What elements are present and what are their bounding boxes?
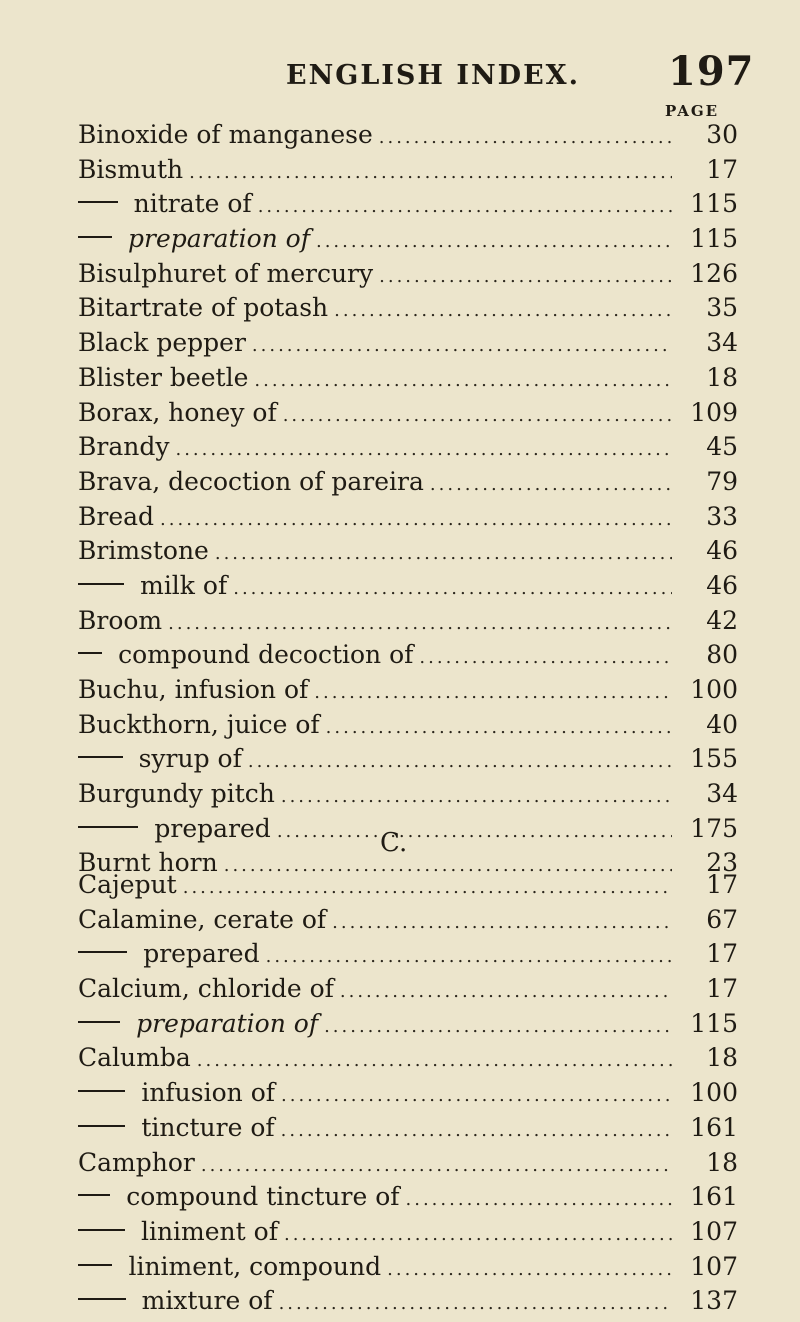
- dot-leader: [233, 572, 672, 607]
- index-entry: [78, 430, 738, 465]
- dot-leader: [254, 364, 672, 399]
- entry-page: 67: [706, 904, 738, 934]
- entry-term: Brandy: [78, 432, 170, 462]
- entry-page: 107: [690, 1251, 738, 1281]
- entry-term: Bread: [78, 501, 155, 531]
- page-column-label: PAGE: [665, 102, 720, 120]
- entry-term: liniment of: [140, 1216, 278, 1246]
- index-list-c: [78, 868, 738, 1319]
- entry-page: 115: [690, 224, 738, 254]
- index-entry: [78, 1146, 738, 1181]
- dot-leader: [183, 871, 672, 906]
- index-list-b: [78, 118, 738, 881]
- index-entry: [78, 1215, 738, 1250]
- entry-page: 175: [690, 813, 738, 843]
- entry-term: prepared: [154, 813, 271, 843]
- entry-page: 46: [706, 536, 738, 566]
- entry-page: 17: [706, 939, 738, 969]
- ditto-dash: [78, 826, 138, 829]
- entry-term: compound tincture of: [126, 1182, 400, 1212]
- entry-term: Bitartrate of potash: [78, 293, 329, 323]
- ditto-dash: [78, 1298, 126, 1301]
- dot-leader: [266, 940, 672, 975]
- ditto-dash: [78, 1021, 120, 1024]
- entry-page: 109: [690, 397, 738, 427]
- index-entry: [78, 1111, 738, 1146]
- dot-leader: [160, 503, 672, 538]
- index-entry: [78, 673, 738, 708]
- entry-page: 45: [706, 432, 738, 462]
- ditto-dash: [78, 1264, 112, 1267]
- entry-page: 42: [706, 605, 738, 635]
- dot-leader: [201, 1149, 672, 1184]
- entry-term: Broom: [78, 605, 163, 635]
- ditto-dash: [78, 756, 123, 759]
- entry-term: nitrate of: [133, 189, 252, 219]
- entry-page: 100: [690, 675, 738, 704]
- section-heading-c: C.: [380, 828, 408, 858]
- dot-leader: [379, 121, 672, 156]
- entry-term: Blister beetle: [78, 362, 249, 392]
- entry-page: 17: [706, 974, 738, 1004]
- entry-page: 34: [706, 328, 738, 358]
- dot-leader: [281, 1079, 672, 1114]
- dot-leader: [258, 190, 672, 225]
- ditto-dash: [78, 201, 118, 204]
- index-entry: [78, 396, 738, 431]
- index-entry: [78, 903, 738, 938]
- index-entry: [78, 604, 738, 639]
- dot-leader: [168, 607, 672, 642]
- entry-term: Buckthorn, juice of: [78, 709, 320, 739]
- ditto-dash: [78, 652, 102, 655]
- entry-term: liniment, compound: [128, 1251, 382, 1281]
- entry-term: Calcium, chloride of: [78, 974, 334, 1004]
- entry-page: 137: [690, 1286, 738, 1316]
- running-head: [0, 46, 800, 100]
- index-entry: [78, 534, 738, 569]
- entry-term: Borax, honey of: [78, 397, 277, 427]
- entry-term: infusion of: [141, 1078, 276, 1108]
- dot-leader: [189, 156, 672, 191]
- entry-term: Brava, decoction of pareira: [78, 466, 424, 496]
- dot-leader: [283, 399, 672, 434]
- entry-page: 17: [706, 154, 738, 184]
- dot-leader: [281, 780, 672, 815]
- index-entry: [78, 500, 738, 535]
- index-entry: [78, 777, 738, 812]
- entry-term: Calamine, cerate of: [78, 904, 327, 934]
- entry-page: 161: [690, 1182, 738, 1212]
- index-entry: [78, 708, 738, 743]
- entry-page: 23: [706, 848, 738, 878]
- entry-term: preparation of: [128, 224, 310, 254]
- entry-page: 115: [690, 189, 738, 219]
- ditto-dash: [78, 583, 124, 586]
- ditto-dash: [78, 1125, 125, 1128]
- index-entry: [78, 1250, 738, 1285]
- index-entry: [78, 638, 738, 673]
- dot-leader: [332, 906, 672, 941]
- ditto-dash: [78, 951, 127, 954]
- dot-leader: [277, 815, 672, 850]
- entry-term: Camphor: [78, 1147, 195, 1177]
- entry-term: Bismuth: [78, 154, 184, 184]
- entry-page: 80: [706, 640, 738, 670]
- index-entry: [78, 118, 738, 153]
- dot-leader: [215, 537, 672, 572]
- dot-leader: [430, 468, 672, 503]
- entry-term: Cajeput: [78, 870, 177, 899]
- index-entry: [78, 465, 738, 500]
- entry-term: mixture of: [141, 1286, 273, 1316]
- entry-page: 34: [706, 779, 738, 809]
- entry-page: 107: [690, 1216, 738, 1246]
- dot-leader: [314, 676, 672, 711]
- index-entry: [78, 1007, 738, 1042]
- index-entry: [78, 326, 738, 361]
- entry-term: syrup of: [138, 744, 242, 774]
- entry-page: 79: [706, 466, 738, 496]
- ditto-dash: [78, 1090, 125, 1093]
- entry-page: 33: [706, 501, 738, 531]
- index-entry: [78, 868, 738, 903]
- dot-leader: [406, 1183, 672, 1218]
- entry-page: 100: [690, 1078, 738, 1108]
- entry-term: Binoxide of manganese: [78, 120, 373, 149]
- index-entry: [78, 1076, 738, 1111]
- dot-leader: [334, 294, 672, 329]
- entry-page: 40: [706, 709, 738, 739]
- dot-leader: [379, 260, 672, 295]
- page-number: 197: [668, 48, 755, 95]
- dot-leader: [387, 1253, 672, 1288]
- page-title: ENGLISH INDEX.: [286, 60, 580, 91]
- entry-page: 18: [706, 362, 738, 392]
- dot-leader: [279, 1287, 672, 1322]
- index-entry: [78, 361, 738, 396]
- dot-leader: [281, 1114, 672, 1149]
- dot-leader: [252, 329, 672, 364]
- index-entry: [78, 1041, 738, 1076]
- index-entry: [78, 1180, 738, 1215]
- entry-term: prepared: [143, 939, 260, 969]
- entry-page: 126: [690, 258, 738, 288]
- index-entry: [78, 1284, 738, 1319]
- dot-leader: [324, 1010, 672, 1045]
- entry-page: 30: [706, 120, 738, 149]
- dot-leader: [419, 641, 672, 676]
- entry-page: 155: [690, 744, 738, 774]
- dot-leader: [326, 711, 672, 746]
- dot-leader: [284, 1218, 672, 1253]
- index-entry: [78, 257, 738, 292]
- dot-leader: [340, 975, 672, 1010]
- ditto-dash: [78, 236, 112, 239]
- dot-leader: [316, 225, 672, 260]
- entry-term: Buchu, infusion of: [78, 675, 309, 704]
- entry-page: 35: [706, 293, 738, 323]
- entry-page: 18: [706, 1147, 738, 1177]
- entry-term: Black pepper: [78, 328, 246, 358]
- entry-page: 161: [690, 1112, 738, 1142]
- entry-page: 18: [706, 1043, 738, 1073]
- entry-term: preparation of: [136, 1008, 319, 1038]
- ditto-dash: [78, 1229, 125, 1232]
- index-entry: [78, 569, 738, 604]
- dot-leader: [197, 1044, 672, 1079]
- entry-term: Burnt horn: [78, 848, 218, 878]
- index-entry: [78, 153, 738, 188]
- index-entry: [78, 972, 738, 1007]
- entry-term: tincture of: [141, 1112, 275, 1142]
- index-entry: [78, 187, 738, 222]
- dot-leader: [175, 433, 672, 468]
- index-entry: [78, 291, 738, 326]
- index-entry: [78, 222, 738, 257]
- entry-page: 17: [706, 870, 738, 899]
- entry-page: 115: [690, 1008, 738, 1038]
- entry-term: Calumba: [78, 1043, 191, 1073]
- index-entry: [78, 937, 738, 972]
- ditto-dash: [78, 1194, 110, 1197]
- entry-page: 46: [706, 570, 738, 600]
- entry-term: compound decoction of: [118, 640, 414, 670]
- index-entry: [78, 812, 738, 847]
- entry-term: Brimstone: [78, 536, 209, 566]
- entry-term: Bisulphuret of mercury: [78, 258, 374, 288]
- entry-term: milk of: [140, 570, 228, 600]
- entry-term: Burgundy pitch: [78, 779, 275, 809]
- dot-leader: [248, 745, 672, 780]
- index-entry: [78, 742, 738, 777]
